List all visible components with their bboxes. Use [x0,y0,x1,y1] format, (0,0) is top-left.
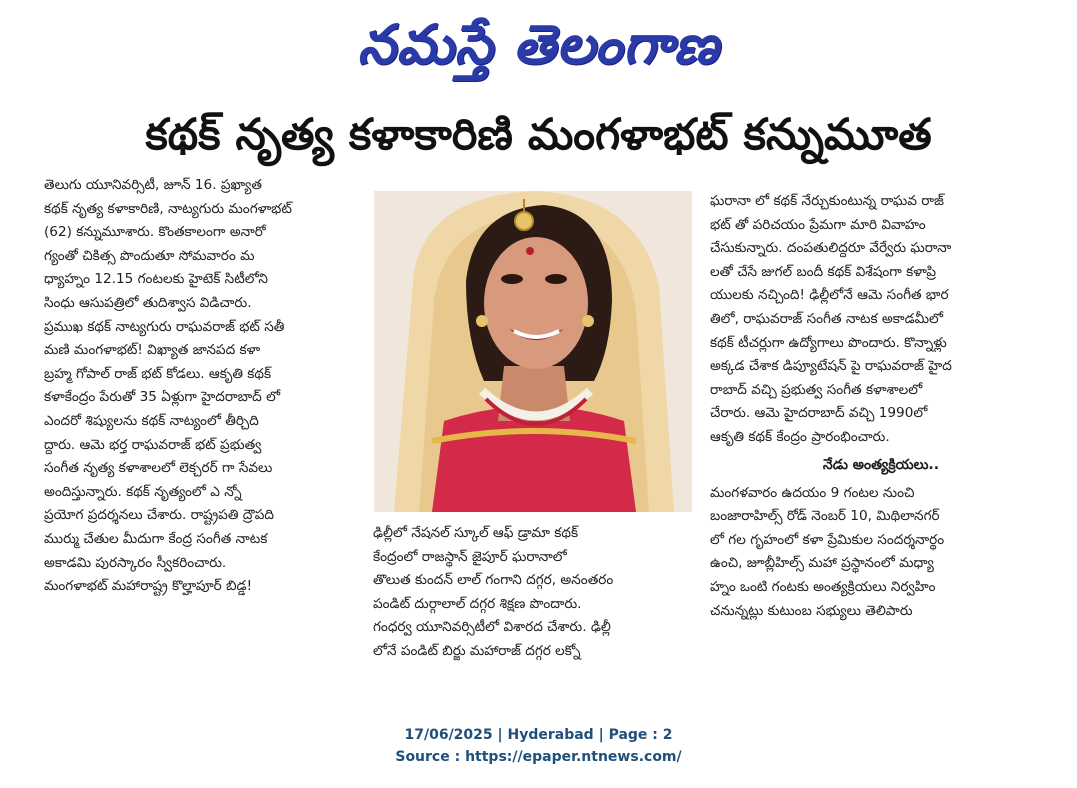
right-column-text-line: కథక్ టీచర్లుగా ఉద్యోగాలు పొందారు. కొన్నాళ్లు [710,334,947,351]
left-column-text-line: తెలుగు యూనివర్సిటీ, జూన్ 16. ప్రఖ్యాత [44,177,262,193]
middle-column-text-line: తొలుత కుందన్ లాల్ గంగాని దగ్గర, అనంతరం [373,572,614,589]
funeral-text-line: ఉంచి, జూబ్లీహిల్స్ మహా ప్రస్థానంలో మధ్యా [710,555,934,572]
funeral-text-line: బంజారాహిల్స్ రోడ్ నెంబర్ 10, మిథిలానగర్ [710,508,940,525]
right-column-text-line: తిలో, రాఘవరాజ్ సంగీత నాటక అకాడమీలో [710,310,944,327]
newspaper-masthead: నమస్తే తెలంగాణ [357,12,720,76]
right-column-text-line: లతో చేసే జుగల్ బందీ కథక్ విశేషంగా కళాప్రి [710,263,937,280]
middle-column-text-line: లోనే పండిట్ బిర్జు మహారాజ్ దగ్గర లక్నో [373,642,581,659]
right-column-text-line: భట్ తో పరిచయం ప్రేమగా మారి వివాహం [710,216,926,233]
right-column-text-line: అక్కడ చేశాక డిప్యూటేషన్ పై రాఘవరాజ్ హైద [710,358,952,375]
edition-info: 17/06/2025 | Hyderabad | Page : 2 [404,727,673,743]
left-column-text-line: అకాడమి పురస్కారం స్వీకరించారు. [44,554,227,571]
article-headline: కథక్ నృత్య కళాకారిణి మంగళాభట్ కన్నుమూత [145,110,932,160]
article-right-column [710,190,1052,623]
article-left-column [44,174,352,599]
middle-column-text-line: ఢిల్లీలో నేషనల్ స్కూల్ ఆఫ్ డ్రామా కథక్ [373,525,579,541]
left-column-text-line: ప్రయోగ ప్రదర్శనలు చేశారు. రాష్ట్రపతి ద్రౌపది [44,507,274,524]
middle-column-text-line: గంధర్వ యూనివర్సిటీలో విశారద చేశారు. ఢిల్లీ [373,619,611,636]
left-column-text-line: మణి మంగళాభట్! విఖ్యాత జానపద కళా [44,342,261,359]
left-column-text-line: గ్యంతో చికిత్స పొందుతూ సోమవారం మ [44,247,255,264]
middle-column-text-line: కేంద్రంలో రాజస్థాన్ జైపూర్ ఘరానాలో [373,548,567,565]
left-column-text-line: ధ్యాహ్నం 12.15 గంటలకు హైటెక్ సిటీలోని [44,271,268,288]
left-column-text-line: బ్రహ్మ గోపాల్ రాజ్ భట్ కోడలు. ఆకృతి కథక్ [44,365,272,382]
source-link[interactable]: Source : https://epaper.ntnews.com/ [395,749,682,765]
left-column-text-line: (62) కన్నుమూశారు. కొంతకాలంగా అనారో [44,224,266,241]
funeral-subheading: నేడు అంత్యక్రియలు.. [822,456,940,473]
left-column-text-line: సంగీత నృత్య కళాశాలలో లెక్చరర్ గా సేవలు [44,460,273,477]
left-column-text-line: అందిస్తున్నారు. కథక్ నృత్యంలో ఎ న్నో [44,483,242,500]
left-column-text-line: ద్దారు. ఆమె భర్త రాఘవరాజ్ భట్ ప్రభుత్వ [44,436,262,453]
right-column-text-line: చేరారు. ఆమె హైదరాబాద్ వచ్చి 1990లో [710,405,928,422]
middle-column-text-line: పండిట్ దుర్గాలాల్ దగ్గర శిక్షణ పొందారు. [373,595,582,612]
right-column-text-line: యులకు నచ్చింది! ఢిల్లీలోనే ఆమె సంగీత భార [710,287,949,304]
right-column-text-line: రాబాద్ వచ్చి ప్రభుత్వ సంగీత కళాశాలలో [710,381,923,398]
funeral-text-line: చనున్నట్లు కుటుంబ సభ్యులు తెలిపారు [710,602,913,619]
right-column-text-line: చేసుకున్నారు. దంపతులిద్దరూ వేర్వేరు ఘరానా [710,240,952,257]
right-column-text-line: ఆకృతి కథక్ కేంద్రం ప్రారంభించారు. [710,428,890,445]
funeral-text-line: లో గల గృహంలో కళా ప్రేమికుల సందర్శనార్థం [710,531,945,548]
portrait-photo [374,191,692,512]
left-column-text-line: ఎందరో శిష్యులను కథక్ నాట్యంలో తీర్చిది [44,412,259,429]
right-column-text-line: ఘరానా లో కథక్ నేర్చుకుంటున్న రాఘవ రాజ్ [710,193,944,209]
left-column-text-line: మంగళాభట్ మహారాష్ట్ర కొల్హాపూర్ బిడ్డ! [44,578,253,595]
left-column-text-line: సింధు ఆసుపత్రిలో తుదిశ్వాస విడిచారు. [44,294,252,311]
funeral-text-line: మంగళవారం ఉదయం 9 గంటల నుంచి [710,484,915,501]
left-column-text-line: కళాకేంద్రం పేరుతో 35 ఏళ్లుగా హైదరాబాద్ లో [44,389,281,406]
left-column-text-line: ముర్ము చేతుల మీదుగా కేంద్ర సంగీత నాటక [44,530,268,547]
article-middle-column [373,522,695,664]
funeral-text-line: హ్నం ఒంటి గంటకు అంత్యక్రియలు నిర్వహిం [710,578,936,595]
left-column-text-line: కథక్ నృత్య కళాకారిణి, నాట్యగురు మంగళాభట్ [44,200,292,217]
left-column-text-line: ప్రముఖ కథక్ నాట్యగురు రాఘవరాజ్ భట్ సతీ [44,318,285,335]
